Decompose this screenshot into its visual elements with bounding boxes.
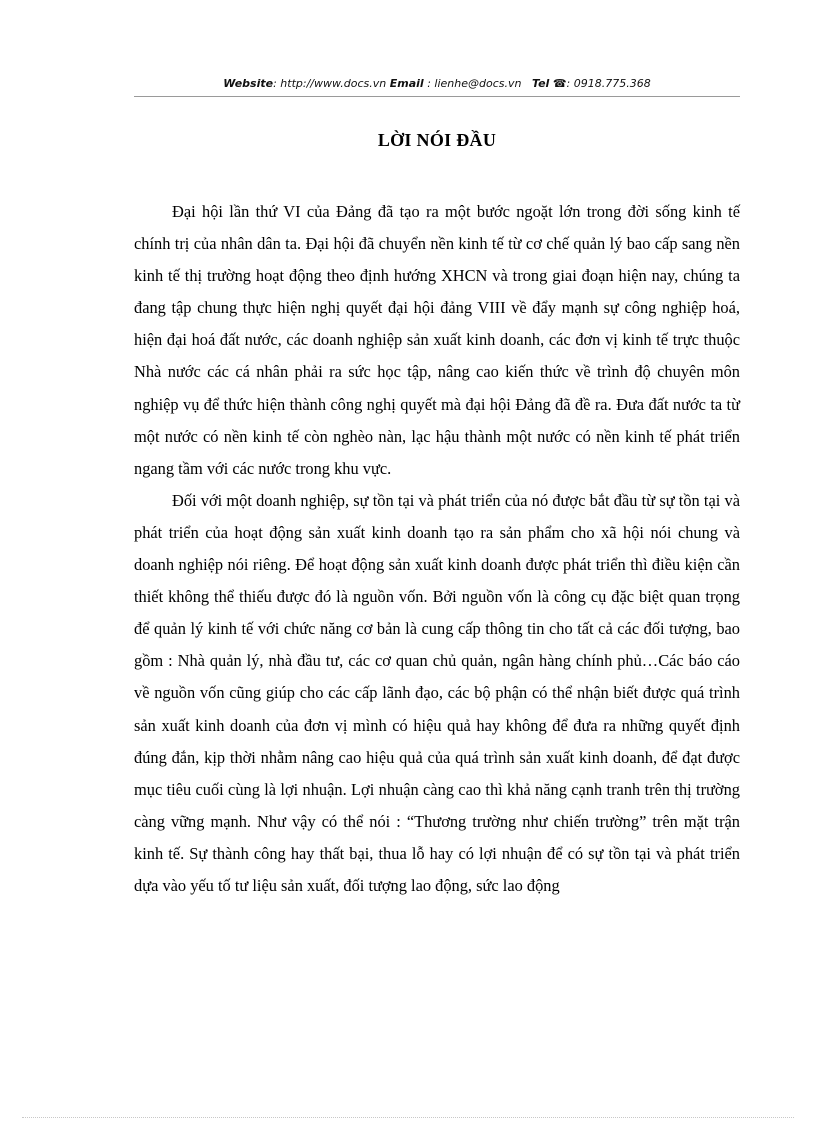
email-label: Email: [389, 77, 424, 90]
website-value: : http://www.docs.vn: [273, 77, 387, 90]
paragraph-2: Đối với một doanh nghiệp, sự tồn tại và phát triển của nó được bắt đầu từ sự tồn tại và phát triển của hoạt động sản xuất kinh doanh tạo ra sản phẩm cho xã hội nói chung và doanh nghiệp nói riêng. Để hoạt động sản xuất kinh doanh được phát triển thì điều kiện cần thiết không thể thiếu được đó là nguồn vốn. Bởi nguồn vốn là công cụ đặc biệt quan trọng để quản lý kinh tế với chức năng cơ bản là cung cấp thông tin cho tất cả các đối tượng, bao gồm : Nhà quản lý, nhà đầu tư, các cơ quan chủ quản, ngân hàng chính phủ…Các báo cáo về nguồn vốn cũng giúp cho các cấp lãnh đạo, các bộ phận có thể nhận biết được quá trình sản xuất kinh doanh của đơn vị mình có hiệu quả hay không để đưa ra những quyết định đúng đắn, kịp thời nhằm nâng cao hiệu quả của quá trình sản xuất kinh doanh, để đạt được mục tiêu cuối cùng là lợi nhuận. Lợi nhuận càng cao thì khả năng cạnh tranh trên thị trường càng vững mạnh. Như vậy có thể nói : “Thương trường như chiến trường” trên mặt trận kinh tế. Sự thành công hay thất bại, thua lỗ hay có lợi nhuận để có sự tồn tại và phát triển dựa vào yếu tố tư liệu sản xuất, đối tượng lao động, sức lao động: [134, 490, 740, 895]
email-value: : lienhe@docs.vn: [427, 77, 522, 90]
document-body: [134, 196, 740, 902]
tel-label: Tel: [531, 77, 550, 90]
document-title: LỜI NÓI ĐẦU: [377, 130, 497, 150]
website-label: Website: [223, 77, 274, 90]
tel-value: : 0918.775.368: [566, 77, 651, 90]
page-header: [134, 76, 740, 97]
paragraph-1: Đại hội lần thứ VI của Đảng đã tạo ra một bước ngoặt lớn trong đời sống kinh tế chính trị của nhân dân ta. Đại hội đã chuyển nền kinh tế từ cơ chế quản lý bao cấp sang nền kinh tế thị trường hoạt động theo định hướng XHCN và trong giai đoạn hiện nay, chúng ta đang tập chung thực hiện nghị quyết đại hội đảng VIII về đẩy mạnh sự công nghiệp hoá, hiện đại hoá đất nước, các doanh nghiệp sản xuất kinh doanh, các đơn vị kinh tế trực thuộc Nhà nước các cá nhân phải ra sức học tập, nâng cao kiến thức về trình độ chuyên môn nghiệp vụ để thức hiện thành công nghị quyết mà đại hội Đảng đã đề ra. Đưa đất nước ta từ một nước có nền kinh tế còn nghèo nàn, lạc hậu thành một nước có nền kinh tế phát triển ngang tầm với các nước trong khu vực.: [134, 202, 740, 478]
phone-icon: ☎: [552, 77, 567, 90]
footer-divider: [22, 1117, 794, 1118]
